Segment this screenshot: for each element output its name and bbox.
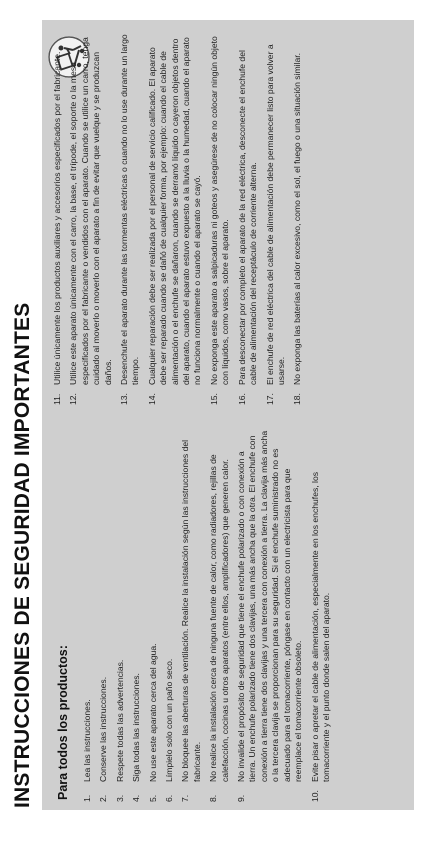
item-text: Lea las instrucciones.: [82, 699, 92, 782]
item-text: Utilice únicamente los productos auxiliares y accesorios especificados por el fabricante.: [52, 51, 62, 385]
item-number: 13.: [119, 393, 130, 405]
item-text: Conserve las instrucciones.: [98, 676, 109, 782]
item-number: 16.: [236, 393, 247, 405]
list-item: [98, 430, 109, 802]
list-item: [52, 33, 63, 405]
list-item: [115, 430, 126, 802]
item-text: Siga todas las instrucciones.: [131, 673, 142, 782]
item-number: 4.: [131, 794, 142, 802]
item-number: 5.: [147, 794, 158, 802]
list-item: [147, 33, 204, 405]
item-number: 11.: [52, 393, 62, 405]
item-text: No bloquee las aberturas de ventilación. Realice la instalación según las instrucciones del fabricante.: [180, 439, 202, 782]
section-heading: Para todos los productos:: [56, 645, 70, 800]
item-number: 14.: [146, 393, 157, 405]
list-item: [236, 430, 304, 802]
instruction-list-left: [82, 430, 337, 802]
item-text: El enchufe de red eléctrica del cable de alimentación debe permanecer listo para volver a usarse.: [264, 44, 286, 385]
item-text: Respete todas las advertencias.: [114, 659, 125, 782]
item-text: Utilice este aparato únicamente con el carro, la base, el trípode, el soporte o la mesa especificados por el fabricante o vendidos con el aparato. Cuando se utilice un carro, tenga cuidado al moverlo o moverlo con el aparato a fin de evitar que vuelque y se produzcan daños.: [68, 37, 113, 385]
instruction-list-right: [52, 33, 309, 405]
list-item: [180, 430, 203, 802]
list-item: [209, 33, 232, 405]
item-number: 12.: [68, 393, 79, 405]
item-text: No exponga las baterías al calor excesivo, como el sol, el fuego o una situación similar.: [292, 53, 303, 385]
list-item: [148, 430, 159, 802]
item-text: Límpielo solo con un paño seco.: [164, 658, 175, 782]
item-number: 3.: [114, 794, 125, 802]
item-text: Cualquier reparación debe ser realizada por el personal de servicio calificado. El aparato debe ser reparado cuando se dañó de cualquier forma, por ejemplo: cuando el cable de alimentación o el enchufe se dañaron, cuando se derramó líquido o cayeron objetos dentro del aparato, cuando el aparato estuvo expuesto a la lluvia o la humedad, cuando el aparato no funciona normalmente o cuando el aparato se cayó.: [146, 37, 203, 385]
list-item: [265, 33, 288, 405]
page-title: INSTRUCCIONES DE SEGURIDAD IMPORTANTES: [11, 302, 34, 808]
list-item: [310, 430, 333, 802]
list-item: [119, 33, 142, 405]
list-item: [208, 430, 231, 802]
item-number: 17.: [264, 393, 275, 405]
item-number: 10.: [309, 790, 320, 802]
right-column: [42, 28, 414, 413]
item-text: No exponga este aparato a salpicaduras ni goteos y asegúrese de no colocar ningún objeto con líquidos, como vasos, sobre el aparato.: [208, 36, 231, 385]
left-column: [42, 425, 414, 810]
list-item: [82, 430, 93, 802]
item-number: 8.: [208, 794, 219, 802]
item-number: 18.: [292, 393, 303, 405]
item-number: 15.: [208, 393, 219, 405]
item-text: Evite pisar o apretar el cable de alimentación, especialmente en los enchufes, los tomacorriente y el punto donde salen del aparato.: [309, 471, 331, 782]
item-text: No invalide el propósito de seguridad que tiene el enchufe polarizado o con conexión a tierra. Un enchufe polarizado tiene dos clavijas, una más ancha que la otra. El enchufe con conexión a tierra tiene dos clavijas y una tercera con conexión a tierra. La clavija más ancha o la tercera clavija se proporcionan para su seguridad. Si el enchufe suministrado no es adecuado para el tomacorriente, póngase en contacto con un electricista para que reemplace el tomacorriente obsoleto.: [236, 430, 304, 782]
item-number: 2.: [98, 794, 109, 802]
item-text: No use este aparato cerca del agua.: [147, 643, 158, 782]
list-item: [164, 430, 175, 802]
list-item: [237, 33, 260, 405]
item-text: No realice la instalación cerca de ninguna fuente de calor, como radiadores, rejillas de calefacción, cocinas u otros aparatos (entre ellos, amplificadores) que generen calor.: [208, 454, 230, 782]
list-item: [292, 33, 303, 405]
instructions-panel: [42, 20, 414, 810]
item-text: Desenchufe el aparato durante las tormentas eléctricas o cuando no lo use durante un largo tiempo.: [119, 34, 141, 385]
list-item: [68, 33, 114, 405]
item-number: 1.: [82, 794, 92, 802]
item-number: 6.: [164, 794, 175, 802]
item-number: 9.: [236, 794, 247, 802]
item-text: Para desconectar por completo el aparato de la red eléctrica, desconecte el enchufe del cable de alimentación del receptáculo de corriente alterna.: [236, 50, 259, 385]
item-number: 7.: [180, 794, 191, 802]
list-item: [131, 430, 142, 802]
